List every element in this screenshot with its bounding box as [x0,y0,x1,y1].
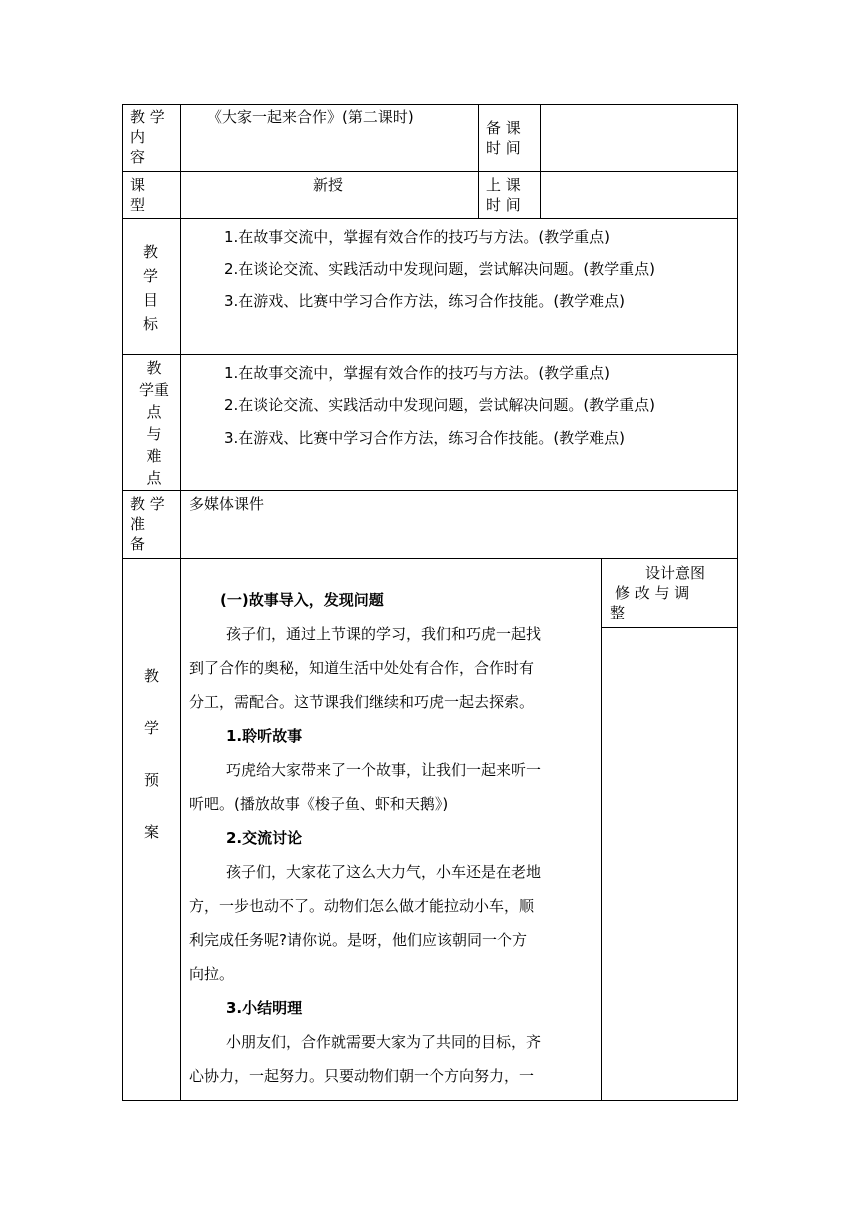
goals-label-char: 目 [143,291,159,309]
content-label-line: 内 [130,128,146,146]
side-header-line: 修 改 与 调 [615,584,690,602]
keypoint-item: 3.在游戏、比赛中学习合作方法，练习合作技能。(教学难点) [224,429,626,447]
lesson-title: 《大家一起来合作》(第二课时) [207,108,414,126]
time-column-divider [540,104,541,218]
step2-line: 孩子们，大家花了这么大力气，小车还是在老地 [226,863,542,881]
keypoints-label [136,357,172,489]
table-border-bottom [122,1100,738,1101]
keypoints-label-line: 学重 [138,381,169,399]
table-border-left [122,104,123,1101]
row-divider [122,490,738,491]
goals-label [143,240,158,336]
class-time-label-line: 上 课 [486,176,521,194]
prep-time-label-line: 时 间 [486,139,521,157]
lesson-type-label [130,175,145,215]
lesson-type-value: 新授 [313,176,344,194]
keypoints-label-line: 难 [146,447,162,465]
prep-time-label [486,118,521,158]
content-label [130,107,165,167]
label-column-divider [180,104,181,1101]
table-border-right [737,104,738,1101]
keypoints-label-line: 点 [146,403,162,421]
content-label-line: 容 [130,148,146,166]
step1-title: 1.聆听故事 [226,727,303,745]
intro-line: 孩子们，通过上节课的学习，我们和巧虎一起找 [226,625,542,643]
plan-label-char: 学 [144,719,160,737]
row-divider [122,218,738,219]
class-time-label-line: 时 间 [486,196,521,214]
step3-title: 3.小结明理 [226,999,303,1017]
side-column-divider [601,558,602,1101]
step3-line: 小朋友们，合作就需要大家为了共同的目标，齐 [226,1033,542,1051]
row-divider [122,354,738,355]
row-divider [122,171,738,172]
intro-line: 到了合作的奥秘，知道生活中处处有合作，合作时有 [189,659,535,677]
time-column-divider [478,104,479,218]
plan-label-char: 教 [144,667,160,685]
lesson-type-label-line: 课 [130,176,146,194]
prep-label-line: 准 [130,515,146,533]
prep-label-line: 备 [130,535,146,553]
goals-label-char: 标 [143,315,159,333]
keypoints-label-line: 教 [146,359,162,377]
table-border-top [122,104,738,105]
keypoints-label-line: 与 [146,425,162,443]
section-title: (一)故事导入，发现问题 [220,591,384,609]
step1-line: 听吧。(播放故事《梭子鱼、虾和天鹅》) [189,795,449,813]
side-header [610,563,732,623]
goal-item: 3.在游戏、比赛中学习合作方法，练习合作技能。(教学难点) [224,292,626,310]
plan-label [144,650,159,858]
row-divider [122,558,738,559]
prep-content: 多媒体课件 [189,495,265,513]
content-label-line: 教 学 [130,108,165,126]
goals-label-char: 教 [143,243,159,261]
step1-line: 巧虎给大家带来了一个故事，让我们一起来听一 [226,761,542,779]
goal-item: 2.在谈论交流、实践活动中发现问题，尝试解决问题。(教学重点) [224,260,656,278]
prep-time-label-line: 备 课 [486,119,521,137]
goal-item: 1.在故事交流中，掌握有效合作的技巧与方法。(教学重点) [224,228,611,246]
lesson-type-label-line: 型 [130,196,146,214]
side-header-divider [601,627,738,628]
step3-line: 心协力，一起努力。只要动物们朝一个方向努力，一 [189,1067,535,1085]
step2-line: 利完成任务呢?请你说。是呀，他们应该朝同一个方 [189,931,527,949]
side-header-line: 整 [610,604,626,622]
class-time-label [486,175,521,215]
intro-line: 分工，需配合。这节课我们继续和巧虎一起去探索。 [189,693,535,711]
side-header-line: 设计意图 [645,564,706,582]
plan-label-char: 案 [144,823,160,841]
step2-line: 向拉。 [189,965,235,983]
prep-label [130,494,165,554]
keypoint-item: 1.在故事交流中，掌握有效合作的技巧与方法。(教学重点) [224,364,611,382]
step2-title: 2.交流讨论 [226,829,303,847]
keypoint-item: 2.在谈论交流、实践活动中发现问题，尝试解决问题。(教学重点) [224,396,656,414]
step2-line: 方，一步也动不了。动物们怎么做才能拉动小车，顺 [189,897,535,915]
plan-label-char: 预 [144,771,160,789]
keypoints-label-line: 点 [146,469,162,487]
goals-label-char: 学 [143,267,159,285]
prep-label-line: 教 学 [130,495,165,513]
